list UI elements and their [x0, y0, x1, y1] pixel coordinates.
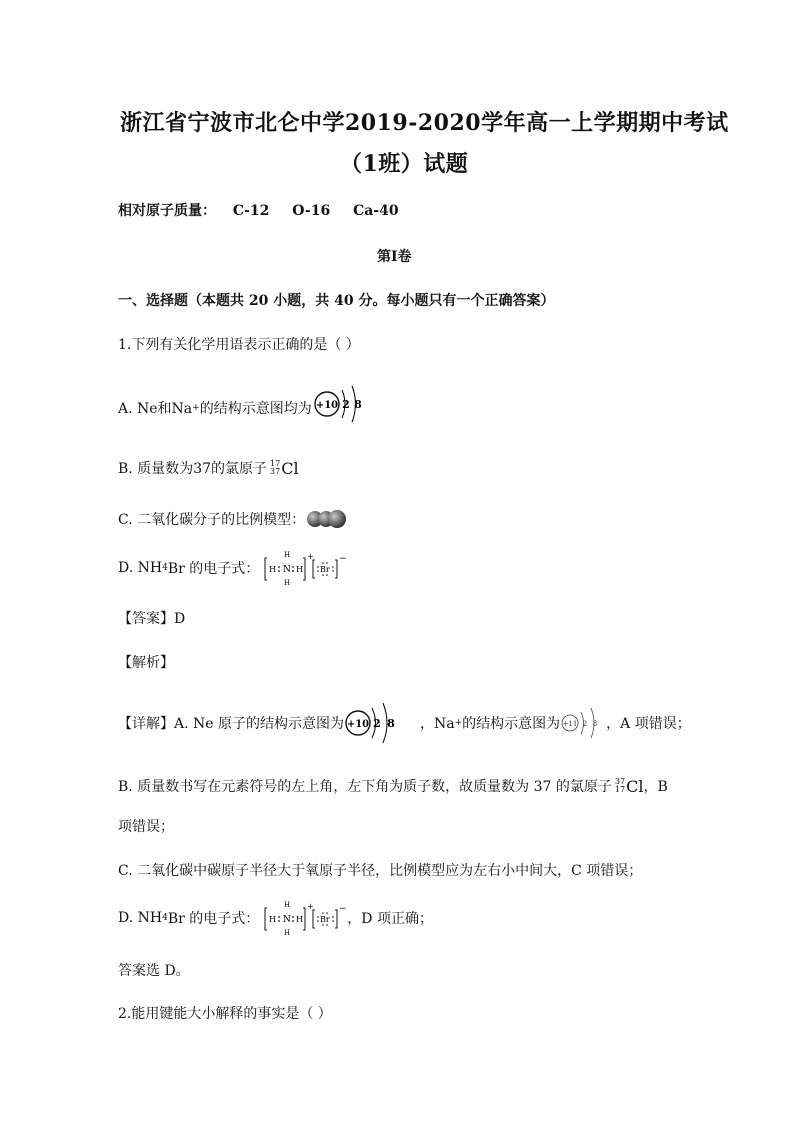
ne-shell-2: 8 — [353, 398, 362, 411]
svg-text:N: N — [283, 565, 292, 575]
svg-text:H: H — [269, 915, 277, 924]
explanation-b-line2: 项错误； — [118, 819, 174, 835]
question-2-stem: 2.能用键能大小解释的事实是（ ） — [118, 1006, 332, 1022]
atomic-mass-c: C-12 — [232, 203, 270, 219]
explanation-d-prefix: D. NH — [118, 910, 163, 926]
svg-text:H: H — [269, 565, 277, 574]
chlorine-symbol-2: Cl — [626, 776, 644, 796]
detail-a-sup: + — [454, 718, 463, 728]
iso-right-mass: 37 — [614, 777, 626, 786]
volume-title: 第Ⅰ卷 — [377, 249, 412, 265]
chlorine-symbol: Cl — [281, 458, 299, 478]
option-d-sub: 4 — [162, 563, 168, 573]
final-answer: 答案选 D。 — [118, 963, 190, 979]
svg-text:−: − — [339, 904, 347, 914]
svg-text:H: H — [296, 565, 304, 574]
svg-text:+: + — [307, 902, 314, 911]
ne-nucleus-label: +10 — [315, 400, 338, 411]
atomic-mass-label: 相对原子质量： — [118, 203, 216, 219]
explanation-d-sub: 4 — [162, 913, 168, 923]
option-c — [118, 509, 349, 529]
ne-shell-1: 2 — [341, 398, 350, 411]
detail-a-mid2: 的结构示意图为 — [462, 716, 561, 732]
answer-line: 【答案】D — [118, 611, 186, 627]
detail-a-line — [118, 700, 691, 746]
iso-wrong-z: 37 — [270, 467, 281, 476]
svg-text:H: H — [284, 579, 291, 587]
question-1-stem: 1.下列有关化学用语表示正确的是（ ） — [118, 337, 360, 353]
svg-text:H: H — [284, 929, 291, 937]
explanation-d — [118, 898, 433, 938]
na-ion-diagram — [560, 705, 606, 741]
option-b-prefix: B. 质量数为37的氯原子 — [118, 461, 268, 477]
svg-text:+: + — [307, 552, 314, 561]
iso-wrong-mass: 17 — [270, 459, 281, 468]
ne-structure-diagram — [314, 384, 370, 424]
svg-text:N: N — [283, 915, 292, 925]
option-a-suffix: 的结构示意图均为 — [199, 401, 312, 417]
co2-space-filling-model — [305, 509, 349, 529]
atomic-mass-ca: Ca-40 — [353, 203, 399, 219]
iso-right-z: 17 — [614, 785, 626, 794]
svg-text:H: H — [284, 901, 291, 909]
explanation-d-tail: ，D 项正确； — [347, 911, 433, 927]
option-d-prefix: D. NH — [118, 560, 163, 576]
explanation-d-suffix: Br 的电子式： — [167, 911, 260, 927]
option-d — [118, 548, 347, 588]
svg-text:−: − — [339, 554, 347, 564]
ne-atom-shell-1: 2 — [373, 717, 381, 730]
detail-a-prefix: 【详解】A. Ne 原子的结构示意图为 — [118, 716, 344, 732]
na-ion-nucleus: +11 — [562, 720, 578, 728]
svg-text:H: H — [296, 915, 304, 924]
na-ion-shell-1: 2 — [582, 720, 588, 728]
ne-atom-diagram — [344, 700, 402, 746]
ne-atom-nucleus: +10 — [346, 719, 370, 730]
atomic-mass-row — [118, 200, 399, 220]
ne-atom-shell-2: 8 — [387, 717, 395, 730]
nh4br-lewis-structure-2 — [263, 898, 347, 938]
explanation-b-tail: ，B — [643, 779, 668, 795]
isotope-notation-correct — [615, 778, 625, 794]
page-title: 浙江省宁波市北仑中学2019-2020学年高一上学期期中考试 — [120, 110, 729, 136]
svg-text:Br: Br — [320, 915, 330, 924]
explanation-b — [118, 776, 668, 796]
na-ion-shell-2: 8 — [592, 720, 598, 728]
option-a-prefix: A. Ne和Na — [118, 401, 193, 417]
option-a-sup: + — [192, 403, 200, 413]
analysis-heading: 【解析】 — [118, 655, 174, 671]
option-a — [118, 392, 370, 424]
option-b — [118, 458, 299, 478]
detail-a-suffix: ，A 项错误； — [606, 716, 691, 732]
section-heading: 一、选择题（本题共 20 小题，共 40 分。每小题只有一个正确答案） — [118, 293, 555, 309]
isotope-notation-wrong — [270, 460, 280, 476]
page-title-line2: （1班）试题 — [340, 151, 469, 177]
atomic-mass-o: O-16 — [292, 203, 331, 219]
svg-text:Br: Br — [320, 565, 330, 574]
detail-a-mid: ，Na — [420, 716, 455, 732]
explanation-c: C. 二氧化碳中碳原子半径大于氧原子半径，比例模型应为左右小中间大，C 项错误； — [118, 863, 643, 879]
explanation-b-text: B. 质量数书写在元素符号的左上角，左下角为质子数，故质量数为 37 的氯原子 — [118, 779, 612, 795]
nh4br-lewis-structure — [263, 548, 347, 588]
option-d-suffix: Br 的电子式： — [167, 561, 260, 577]
svg-text:H: H — [284, 551, 291, 559]
option-c-text: C. 二氧化碳分子的比例模型： — [118, 512, 306, 528]
